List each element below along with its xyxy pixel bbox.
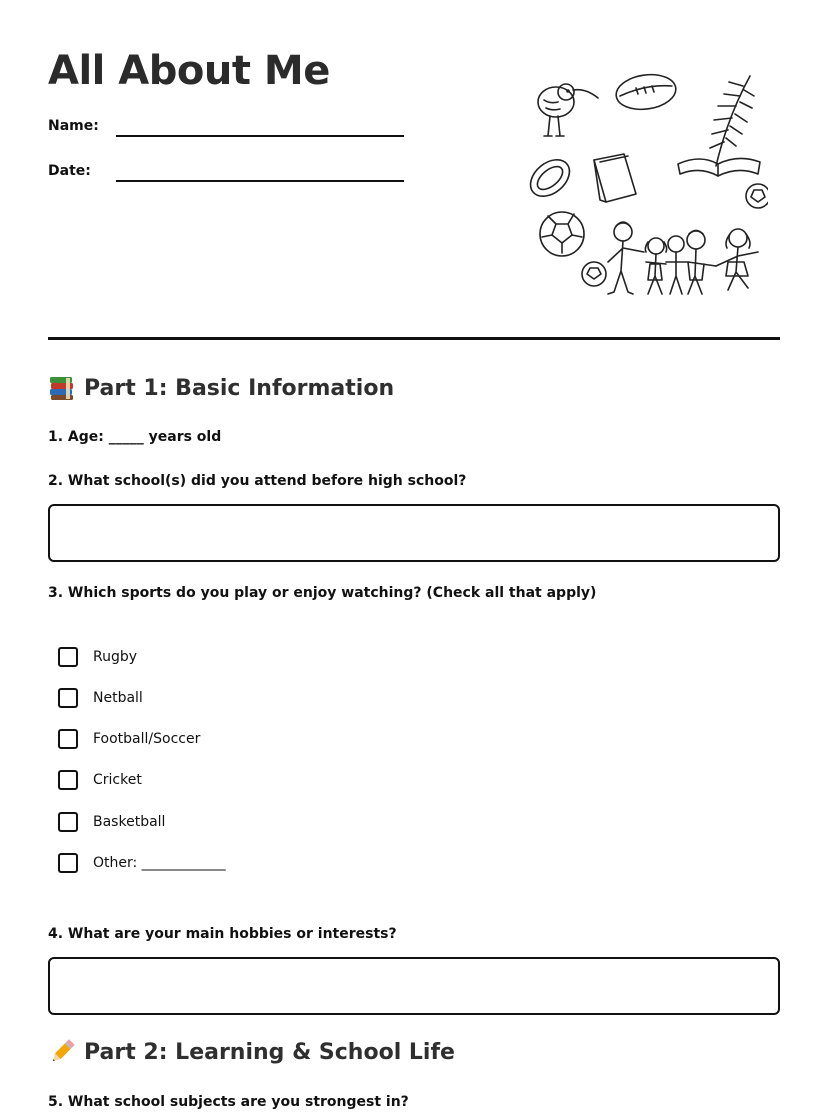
answer-box-schools[interactable]: [48, 504, 780, 562]
date-input-line[interactable]: [116, 180, 404, 182]
checkbox-other[interactable]: [58, 853, 78, 873]
header-illustration: [528, 66, 768, 312]
checkbox-label: Basketball: [93, 814, 166, 830]
sport-option: [58, 688, 143, 708]
checkbox-football-soccer[interactable]: [58, 729, 78, 749]
checkbox-basketball[interactable]: [58, 812, 78, 832]
kiwi-bird-icon: [538, 84, 598, 136]
ball-icon: [582, 262, 606, 286]
rugby-ball-icon: [614, 71, 678, 113]
sport-option: [58, 853, 226, 873]
date-label: Date:: [48, 163, 91, 179]
part1-title: Part 1: Basic Information: [84, 375, 395, 401]
section-divider: [48, 337, 780, 340]
name-input-line[interactable]: [116, 135, 404, 137]
answer-box-hobbies[interactable]: [48, 957, 780, 1015]
page-title: All About Me: [48, 48, 330, 94]
checkbox-label: Cricket: [93, 772, 142, 788]
part1-heading: [48, 374, 394, 402]
part2-title: Part 2: Learning & School Life: [84, 1039, 455, 1065]
pencil-icon: [48, 1038, 76, 1066]
name-label: Name:: [48, 118, 99, 134]
books-icon: [48, 374, 76, 402]
question-1: 1. Age: _____ years old: [48, 429, 222, 445]
checkbox-netball[interactable]: [58, 688, 78, 708]
checkbox-label: Football/Soccer: [93, 731, 201, 747]
fern-book-icon: [678, 76, 760, 176]
sport-option: [58, 647, 137, 667]
date-field-row: [48, 163, 404, 179]
soccer-ball-icon: [540, 212, 584, 256]
checkbox-rugby[interactable]: [58, 647, 78, 667]
small-ball-icon: [746, 184, 768, 208]
checkbox-label: Netball: [93, 690, 143, 706]
sport-option: [58, 812, 165, 832]
checkbox-label: Other: ____________: [93, 855, 226, 871]
sport-option: [58, 770, 142, 790]
question-5: 5. What school subjects are you strongest in?: [48, 1094, 409, 1110]
checkbox-cricket[interactable]: [58, 770, 78, 790]
sport-option: [58, 729, 200, 749]
checkbox-label: Rugby: [93, 649, 138, 665]
part2-heading: [48, 1038, 455, 1066]
question-4: 4. What are your main hobbies or interests?: [48, 926, 397, 942]
football-icon: [528, 152, 576, 203]
question-3: 3. Which sports do you play or enjoy watching? (Check all that apply): [48, 585, 597, 601]
children-holding-hands-icon: [608, 222, 758, 294]
question-2: 2. What school(s) did you attend before high school?: [48, 473, 467, 489]
book-icon: [594, 154, 636, 202]
name-field-row: [48, 118, 404, 134]
